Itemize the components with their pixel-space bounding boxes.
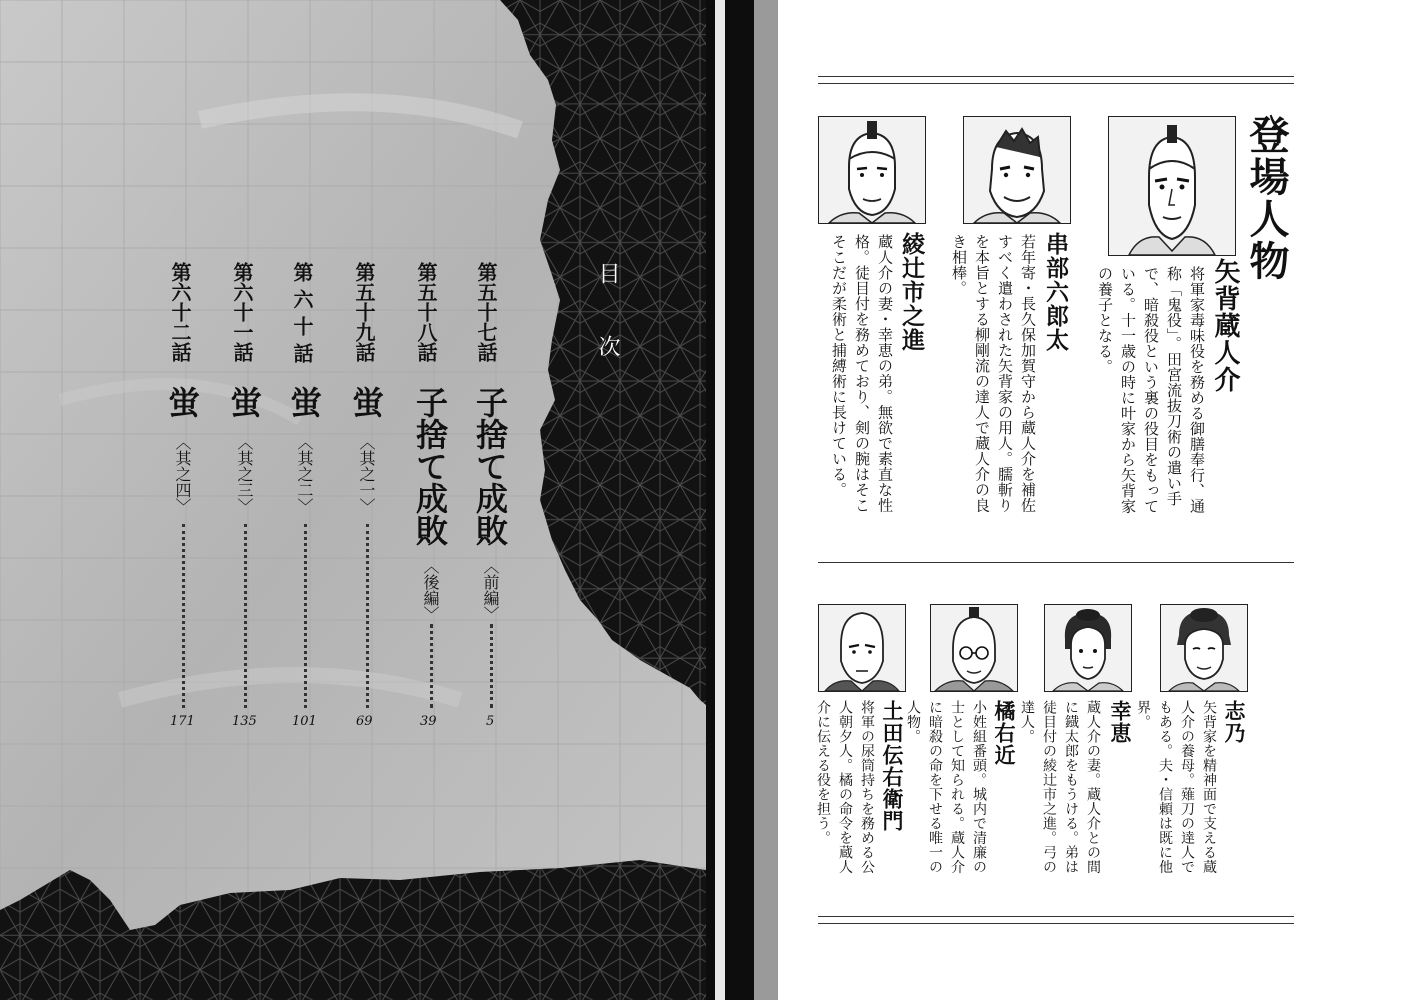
toc-page-number: 171 <box>170 714 195 729</box>
characters-heading: 登場人物 <box>1243 114 1290 282</box>
bottom-double-rule <box>818 916 1294 924</box>
character-description: 蔵人介の妻。蔵人介との間に鐡太郎をもうける。弟は徒目付の綾辻市之進。弓の達人。 <box>1019 700 1101 874</box>
toc-chapter-part: 〈前編〉 <box>481 558 500 622</box>
character-name: 串部六郎太 <box>1042 232 1069 352</box>
page-edge <box>754 0 778 1000</box>
toc-chapter-title: 蛍 <box>285 386 323 418</box>
toc-chapter-title: 蛍 <box>347 386 385 418</box>
character-description: 矢背家を精神面で支える蔵人介の養母。薙刀の達人でもある。夫・信頼は既に他界。 <box>1135 700 1217 874</box>
toc-entry[interactable] <box>411 262 449 742</box>
toc-chapter-number: 第五十九話 <box>352 262 376 362</box>
toc-chapter-part: 〈後編〉 <box>421 558 440 622</box>
toc-chapter-title: 子捨て成敗 <box>471 386 509 546</box>
toc-chapter-number: 第 六 十 話 <box>290 262 314 363</box>
character-description: 蔵人介の妻・幸恵の弟。無欲で素直な性格。徒目付を務めており、剣の腕はそこそこだが柔術と捕縛術に長けている。 <box>830 234 894 513</box>
book-gutter <box>706 0 754 1000</box>
toc-page-number: 5 <box>486 714 495 729</box>
toc-chapter-part: 〈其之二〉 <box>295 434 314 514</box>
toc-leader-dots <box>490 624 493 708</box>
character-name: 橘右近 <box>992 700 1017 766</box>
toc-leader-dots <box>366 524 369 708</box>
retainer-portrait-icon <box>963 116 1071 224</box>
toc-page-number: 101 <box>292 714 317 729</box>
toc-leader-dots <box>182 524 185 708</box>
toc-chapter-number: 第五十七話 <box>474 262 498 362</box>
toc-leader-dots <box>430 624 433 708</box>
characters-page <box>778 0 1420 1000</box>
asanoha-pattern-background <box>0 0 706 1000</box>
top-double-rule <box>818 76 1294 84</box>
character-name: 幸恵 <box>1108 700 1133 744</box>
toc-chapter-number: 第六十二話 <box>168 262 192 362</box>
character-description: 若年寄・長久保加賀守から蔵人介を補佐すべく遣わされた矢背家の用人。臑斬りを本旨とする柳剛流の達人で蔵人介の良き相棒。 <box>950 234 1037 513</box>
toc-chapter-number: 第六十一話 <box>230 262 254 362</box>
toc-chapter-part: 〈其之一〉 <box>357 434 376 514</box>
toc-page-number: 39 <box>420 714 437 729</box>
toc-entry[interactable] <box>163 262 201 742</box>
toc-chapter-title: 蛍 <box>225 386 263 418</box>
toc-page-number: 135 <box>232 714 257 729</box>
character-name: 志乃 <box>1222 700 1247 744</box>
wife-portrait-icon <box>1044 604 1132 692</box>
toc-chapter-title: 子捨て成敗 <box>411 386 449 546</box>
middle-rule <box>818 562 1294 563</box>
toc-entry[interactable] <box>225 262 263 742</box>
toc-entry[interactable] <box>471 262 509 742</box>
toc-chapter-part: 〈其之四〉 <box>173 434 192 514</box>
character-name: 土田伝右衛門 <box>880 700 905 832</box>
toc-chapter-part: 〈其之三〉 <box>235 434 254 514</box>
toc-chapter-title: 蛍 <box>163 386 201 418</box>
toc-page-number: 69 <box>356 714 373 729</box>
character-name: 綾辻市之進 <box>898 232 925 352</box>
character-description: 小姓組番頭。城内で清廉の士として知られる。蔵人介に暗殺の命を下せる唯一の人物。 <box>905 700 987 874</box>
official-portrait-icon <box>930 604 1018 692</box>
elder-woman-portrait-icon <box>1160 604 1248 692</box>
toc-entry[interactable] <box>285 262 323 742</box>
young-samurai-portrait-icon <box>818 116 926 224</box>
character-name: 矢背蔵人介 <box>1210 258 1240 393</box>
toc-page <box>0 0 706 1000</box>
character-description: 将軍の尿筒持ちを務める公人朝夕人。橘の命令を蔵人介に伝える役を担う。 <box>815 700 875 874</box>
monk-portrait-icon <box>818 604 906 692</box>
toc-heading: 目 次 <box>595 262 620 379</box>
character-description: 将軍家毒味役を務める御膳奉行、通称「鬼役」。田宮流抜刀術の遣い手で、暗殺役という裏の役目をもっている。十一歳の時に叶家から矢背家の養子となる。 <box>1096 266 1206 514</box>
toc-leader-dots <box>244 524 247 708</box>
toc-leader-dots <box>304 524 307 708</box>
toc-entry[interactable] <box>347 262 385 742</box>
samurai-portrait-icon <box>1108 116 1236 256</box>
toc-chapter-number: 第五十八話 <box>414 262 438 362</box>
gutter-highlight <box>715 0 725 1000</box>
